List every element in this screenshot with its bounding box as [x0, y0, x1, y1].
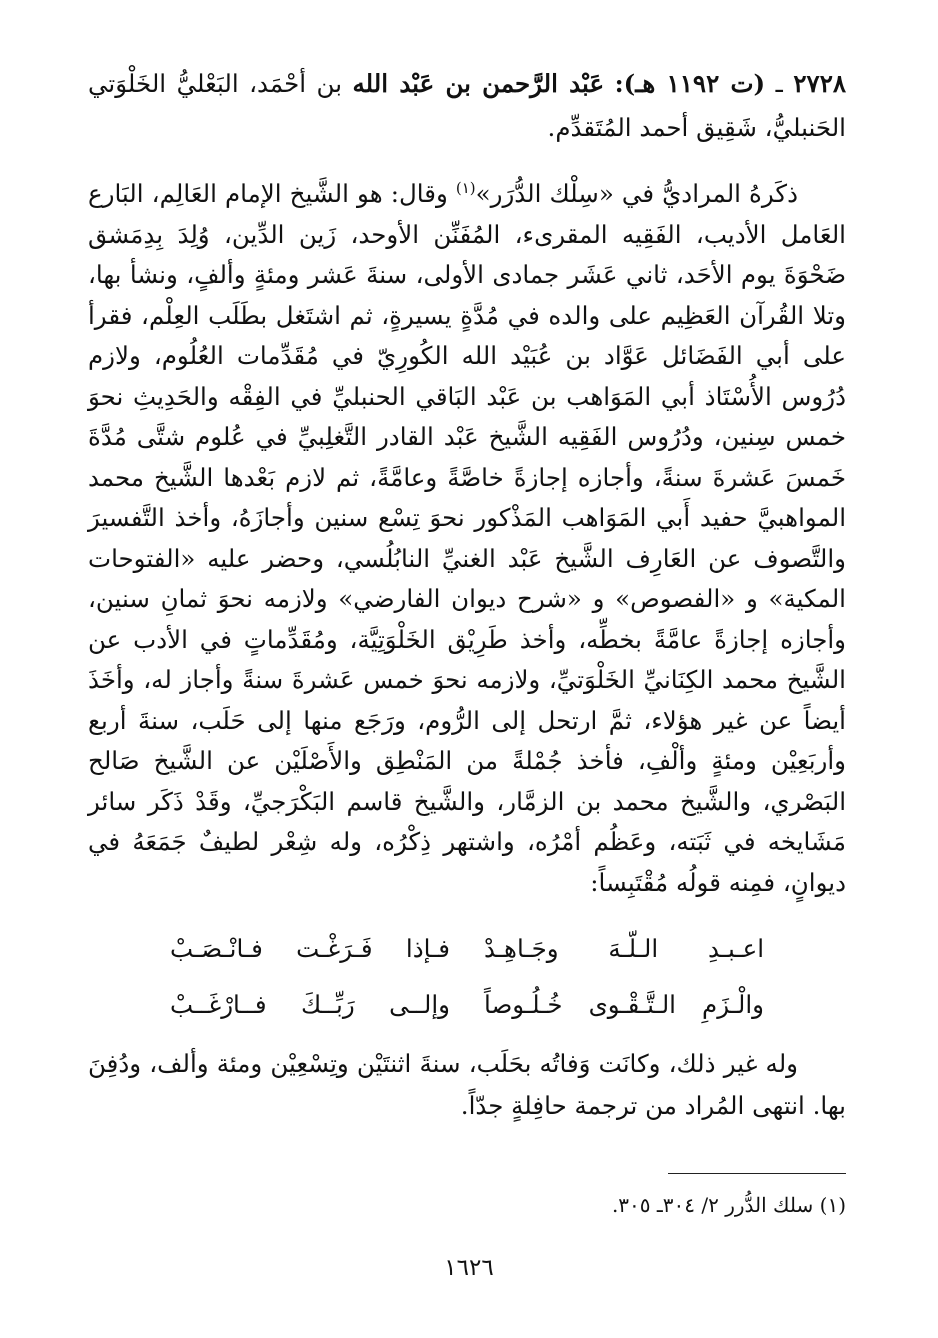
verse-line-1 [88, 921, 846, 977]
biography-text [88, 174, 846, 903]
entry-dash: ـ [765, 69, 783, 98]
biography-opening: ذكَرهُ المراديُّ في «سِلْك الدُّرَر» [475, 179, 798, 208]
entry-name: عَبْد الرَّحمن بن عَبْد الله [352, 69, 605, 98]
verse-line-2 [88, 977, 846, 1033]
verse-1-first-hemistich: اعـبـدِ الـلّـهَ وجَـاهِـدْ [484, 934, 764, 963]
death-note: (ت ١١٩٢ هـ): [614, 69, 766, 98]
verse-2-first-hemistich: والْـزَمِ الـتَّـقْـوى خُـلُـوصاً [484, 990, 764, 1019]
entry-number: ٢٧٢٨ [793, 69, 847, 98]
footnote-divider [668, 1173, 846, 1174]
closing-paragraph: وله غير ذلك، وكانَت وَفاتُه بحَلَب، سنةَ اثنتَيْن وتِسْعِيْن ومئة وألف، ودُفِنَ بها. انتهى المُراد من ترجمة حافِلةٍ جدّاً. [88, 1049, 846, 1120]
entry-heading [88, 62, 846, 150]
page-number: ١٦٢٦ [444, 1255, 494, 1281]
verse-2-second-hemistich: وإلــى رَبِّــكَ فــارْغَــبْ [170, 990, 450, 1019]
footnote-text: سلك الدُّرر ٢/ ٣٠٤ـ ٣٠٥. [611, 1193, 814, 1217]
biography-body: وقال: هو الشَّيخ الإمام العَالِم، البَارع العَامل الأديب، الفَقِيه المقرىء، المُفَنِّن الأوحد، زَين الدِّين، وُلِدَ بِدِمَشق ضَحْوَةَ يوم الأحَد، ثاني عَشَر جمادى الأولى، سنةَ عَشر ومئةٍ وألفٍ، ونشأ بها، وتلا القُرآن العَظِيم على والده في مُدَّةٍ يسيرةٍ، ثم اشتَغل بطَلَب العِلْم، فقرأ على أبي الفَضَائل عَوَّاد بن عُبَيْد الله الكُورِيّ في مُقَدِّمات العُلُوم، ولازم دُرُوس الأُسْتَاذ أبي المَوَاهب بن عَبْد البَاقي الحنبليِّ في الفِقْه والحَدِيثِ نحوَ خمس سِنين، ودُرُوس الفَقِيه الشَّيخ عَبْد القادر التَّغلِبيِّ في عُلوم شتَّى مُدَّةَ خَمسَ عَشرةَ سنةً، وأجازه إجازةً خاصَّةً وعامَّةً، ثم لازم بَعْدها الشَّيخ محمد المواهبيَّ حفيد أَبي المَوَاهب المَذْكور نحوَ تِسْع سنين وأجازَهُ، وأخذ التَّفسيرَ والتَّصوف عن العَارِف الشَّيخ عَبْد الغنيِّ النابُلُسي، وحضر عليه «الفتوحات المكية» و «الفصوص» و «شرح ديوان الفارضي» ولازمه نحوَ ثمانِ سنين، وأجازه إجازةً عامَّةً بخطِّه، وأخذ طَرِيْق الخَلْوَتِيَّة، ومُقَدِّماتٍ في الأدب عن الشَّيخ محمد الكِنَانيِّ الخَلْوَتيِّ، ولازمه نحوَ خمس عَشرةَ سنةً وأجاز له، وأخَذَ أيضاً عن غير هؤلاء، ثمَّ ارتحل إلى الرُّوم، ورَجَع منها إلى حَلَب، سنةَ أربع وأربَعِيْن ومئةٍ وألْفِ، فأخذ جُمْلةً من المَنْطِق والأَصْلَيْن عن الشَّيخ صَالح البَصْري، والشَّيخ محمد بن الزمَّار، والشَّيخ قاسم البَكْرَجيِّ، وقَدْ ذَكَر سائر مَشَايخه في ثَبَته، وعَظُم أمْرُه، واشتهر ذِكْرُه، وله شِعْر لطيفٌ جَمَعَهُ في ديوانٍ، فمِنه قولُه مُقْتَبِساً: [88, 179, 846, 897]
page [88, 62, 846, 1312]
biography-paragraph [88, 174, 846, 903]
footnote-reference: (١) [455, 178, 476, 197]
footnote [88, 1190, 846, 1220]
footnote-mark: (١) [819, 1193, 846, 1217]
verse-1-second-hemistich: فـإذا فَـرَغْـت فـانْـصَـبْ [170, 934, 450, 963]
poem [88, 921, 846, 1033]
entry-name-rest: بن أحْمَد، البَعْليُّ الخَلْوَتي الحَنبليُّ، شَقِيق أحمد المُتَقدِّم. [88, 69, 846, 142]
